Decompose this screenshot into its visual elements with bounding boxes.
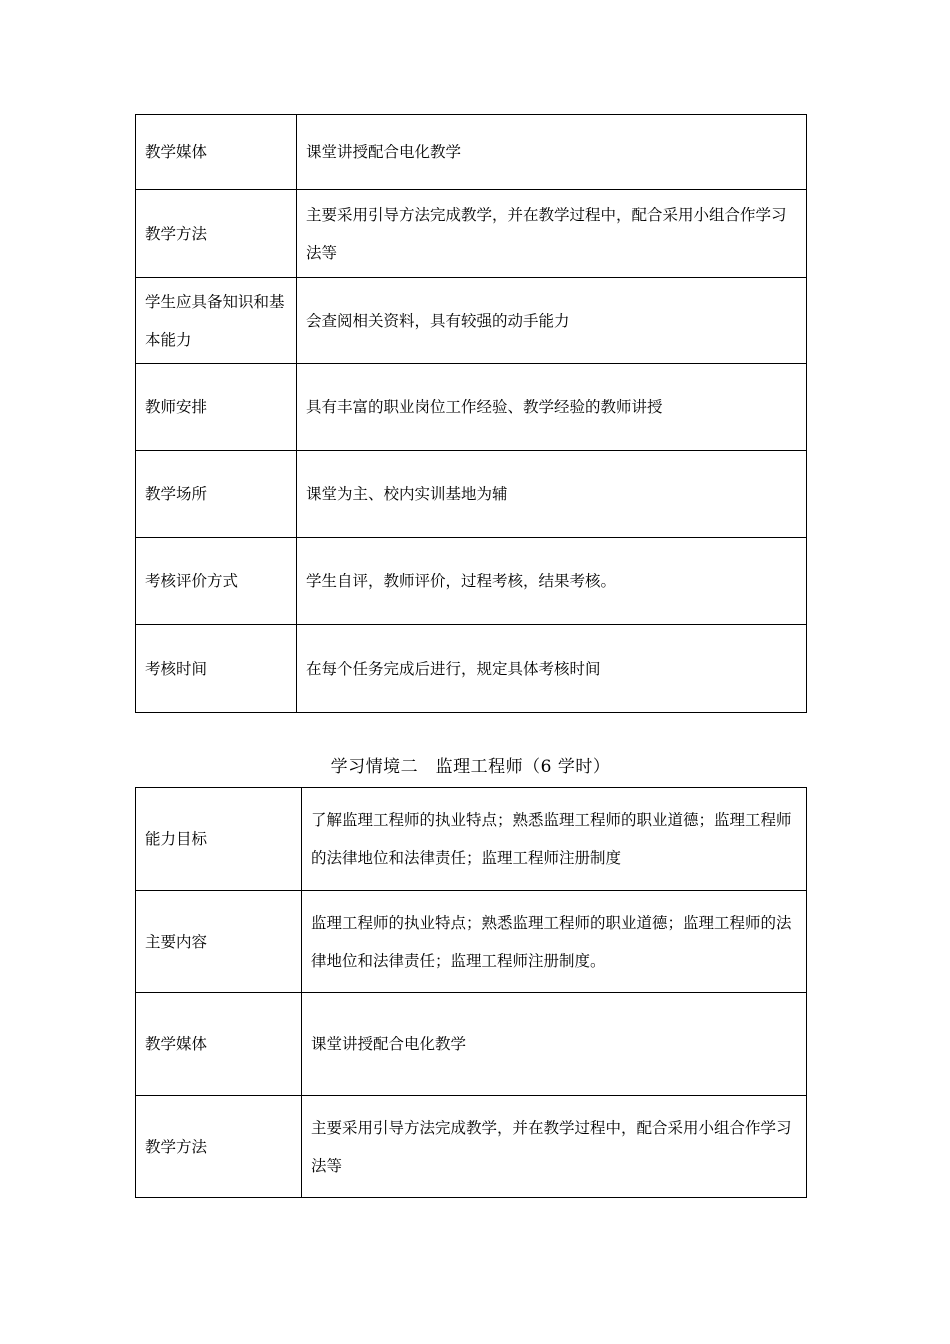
row-value: 课堂讲授配合电化教学 xyxy=(297,115,807,190)
table-row xyxy=(136,190,807,278)
row-label: 教学方法 xyxy=(136,190,297,278)
table-row xyxy=(136,1096,807,1198)
table-row xyxy=(136,891,807,993)
row-label: 考核评价方式 xyxy=(136,538,297,625)
row-value: 会查阅相关资料，具有较强的动手能力 xyxy=(297,278,807,364)
row-label: 考核时间 xyxy=(136,625,297,713)
course-info-table-1 xyxy=(135,114,807,713)
row-value: 课堂为主、校内实训基地为辅 xyxy=(297,451,807,538)
row-value: 主要采用引导方法完成教学，并在教学过程中，配合采用小组合作学习法等 xyxy=(297,190,807,278)
row-value: 了解监理工程师的执业特点；熟悉监理工程师的职业道德；监理工程师的法律地位和法律责任；监理工程师注册制度 xyxy=(302,788,807,891)
table-row xyxy=(136,788,807,891)
row-value: 监理工程师的执业特点；熟悉监理工程师的职业道德；监理工程师的法律地位和法律责任；监理工程师注册制度。 xyxy=(302,891,807,993)
table-row xyxy=(136,364,807,451)
row-value: 主要采用引导方法完成教学，并在教学过程中，配合采用小组合作学习法等 xyxy=(302,1096,807,1198)
row-label: 教学媒体 xyxy=(136,993,302,1096)
row-label: 教学场所 xyxy=(136,451,297,538)
row-value: 学生自评，教师评价，过程考核，结果考核。 xyxy=(297,538,807,625)
row-value: 在每个任务完成后进行，规定具体考核时间 xyxy=(297,625,807,713)
table-row xyxy=(136,993,807,1096)
section-title: 学习情境二 监理工程师（6 学时） xyxy=(330,757,611,777)
table-row xyxy=(136,538,807,625)
row-label: 主要内容 xyxy=(136,891,302,993)
table-row xyxy=(136,451,807,538)
row-value: 课堂讲授配合电化教学 xyxy=(302,993,807,1096)
table-row xyxy=(136,625,807,713)
course-info-table-2 xyxy=(135,787,807,1198)
row-label: 教学媒体 xyxy=(136,115,297,190)
row-label: 教学方法 xyxy=(136,1096,302,1198)
row-value: 具有丰富的职业岗位工作经验、教学经验的教师讲授 xyxy=(297,364,807,451)
row-label: 学生应具备知识和基本能力 xyxy=(136,278,297,364)
row-label: 教师安排 xyxy=(136,364,297,451)
row-label: 能力目标 xyxy=(136,788,302,891)
table-row xyxy=(136,115,807,190)
table-row xyxy=(136,278,807,364)
